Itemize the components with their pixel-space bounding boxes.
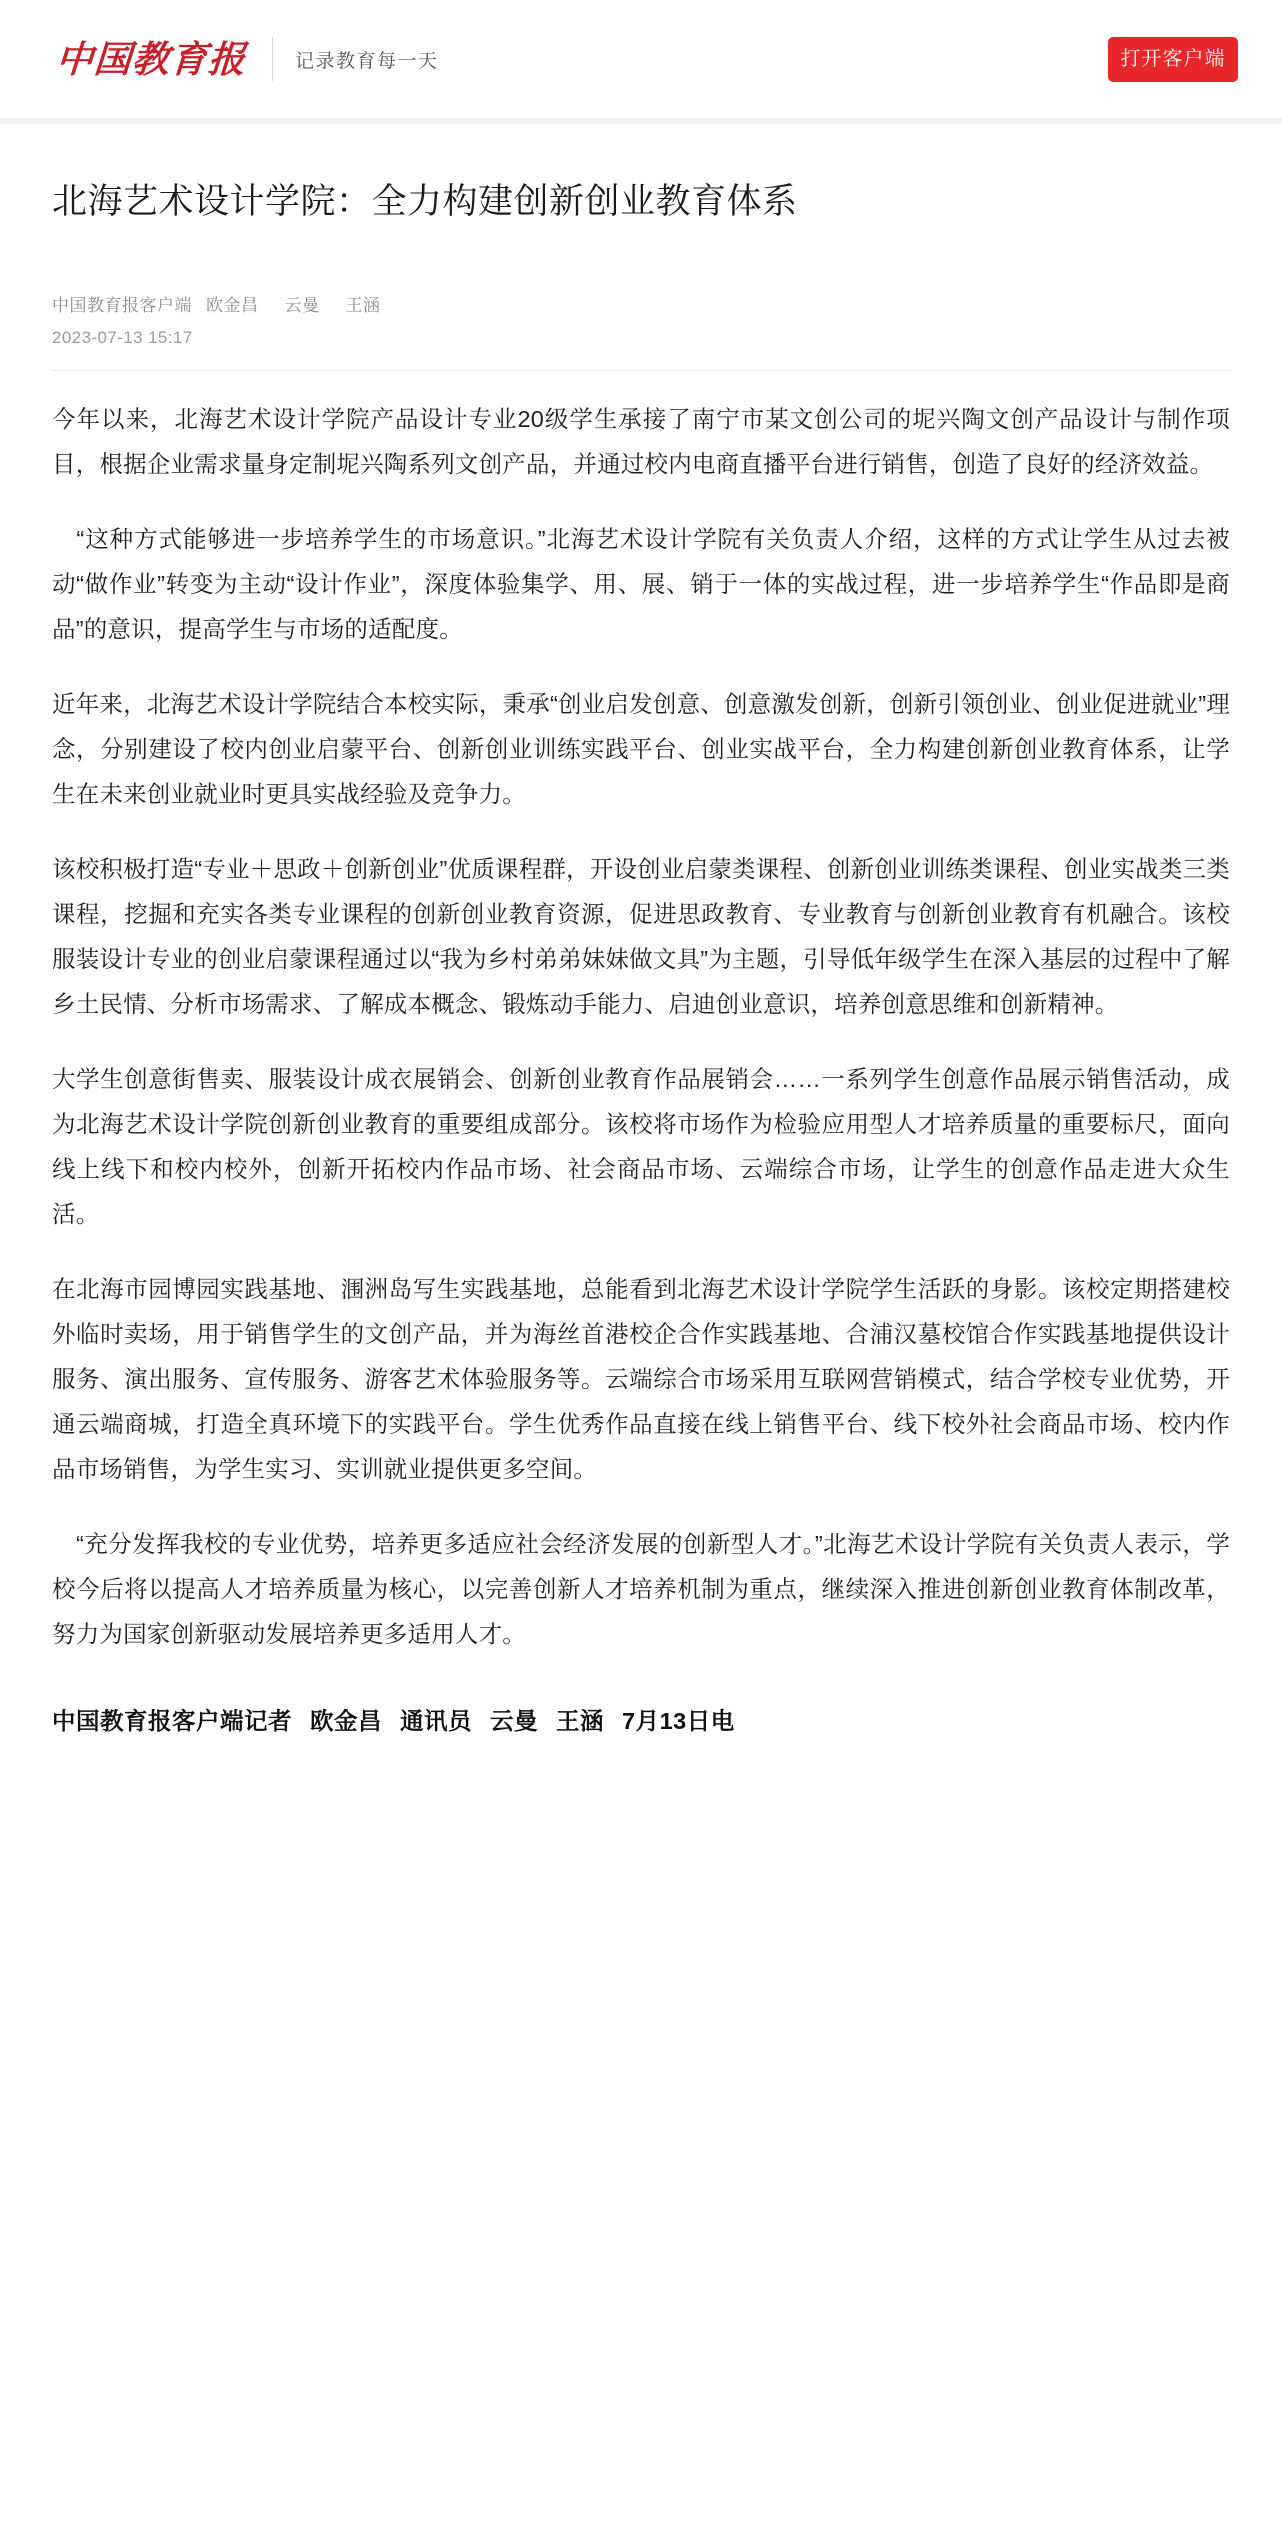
article-paragraph: “充分发挥我校的专业优势，培养更多适应社会经济发展的创新型人才。”北海艺术设计学院有关负责人表示，学校今后将以提高人才培养质量为核心，以完善创新人才培养机制为重点，继续深入推进创新创业教育体制改革，努力为国家创新驱动发展培养更多适用人才。 [52,1530,1230,1647]
signature-correspondent-2: 王涵 [556,1707,604,1734]
brand-divider [272,37,273,81]
article-paragraph: 该校积极打造“专业＋思政＋创新创业”优质课程群，开设创业启蒙类课程、创新创业训练类课程、创业实战类三类课程，挖掘和充实各类专业课程的创新创业教育资源，促进思政教育、专业教育与创新创业教育有机融合。该校服装设计专业的创业启蒙课程通过以“我为乡村弟弟妹妹做文具”为主题，引导低年级学生在深入基层的过程中了解乡土民情、分析市场需求、了解成本概念、锻炼动手能力、启迪创业意识，培养创意思维和创新精神。 [52,855,1230,1017]
article-author-3: 王涵 [345,295,381,315]
article-author-2: 云曼 [284,295,320,315]
newspaper-masthead-logo[interactable]: 中国教育报 [54,36,248,81]
signature-prefix: 中国教育报客户端记者 [52,1707,292,1734]
article-meta [52,291,1230,371]
article-author: 欧金昌 [206,295,259,315]
article-byline [52,291,1230,316]
page-title: 北海艺术设计学院：全力构建创新创业教育体系 [52,182,798,221]
article-paragraph: 今年以来，北海艺术设计学院产品设计专业20级学生承接了南宁市某文创公司的坭兴陶文创产品设计与制作项目，根据企业需求量身定制坭兴陶系列文创产品，并通过校内电商直播平台进行销售，创造了良好的经济效益。 [52,405,1230,477]
brand[interactable] [56,37,439,81]
signature-dateline: 7月13日电 [622,1707,735,1734]
signature-reporter: 欧金昌 [310,1707,382,1734]
open-app-button[interactable]: 打开客户端 [1108,37,1238,82]
article-paragraph: 在北海市园博园实践基地、涠洲岛写生实践基地，总能看到北海艺术设计学院学生活跃的身影。该校定期搭建校外临时卖场，用于销售学生的文创产品，并为海丝首港校企合作实践基地、合浦汉墓校馆合作实践基地提供设计服务、演出服务、宣传服务、游客艺术体验服务等。云端综合市场采用互联网营销模式，结合学校专业优势，开通云端商城，打造全真环境下的实践平台。学生优秀作品直接在线上销售平台、线下校外社会商品市场、校内作品市场销售，为学生实习、实训就业提供更多空间。 [52,1275,1230,1482]
article-body [52,397,1230,1744]
site-header [0,0,1282,118]
article-signature [52,1699,1230,1744]
article-source: 中国教育报客户端 [52,295,192,315]
article-container [0,176,1282,1744]
signature-correspondent-1: 云曼 [490,1707,538,1734]
article-paragraph: “这种方式能够进一步培养学生的市场意识。”北海艺术设计学院有关负责人介绍，这样的方式让学生从过去被动“做作业”转变为主动“设计作业”，深度体验集学、用、展、销于一体的实战过程，进一步培养学生“作品即是商品”的意识，提高学生与市场的适配度。 [52,525,1230,642]
article-timestamp: 2023-07-13 15:17 [52,327,193,347]
signature-correspondent-label: 通讯员 [400,1707,472,1734]
header-divider [0,118,1282,124]
article-paragraph: 近年来，北海艺术设计学院结合本校实际，秉承“创业启发创意、创意激发创新，创新引领创业、创业促进就业”理念，分别建设了校内创业启蒙平台、创新创业训练实践平台、创业实战平台，全力构建创新创业教育体系，让学生在未来创业就业时更具实战经验及竞争力。 [52,690,1230,807]
site-slogan: 记录教育每一天 [295,50,439,72]
article-paragraph: 大学生创意街售卖、服装设计成衣展销会、创新创业教育作品展销会……一系列学生创意作品展示销售活动，成为北海艺术设计学院创新创业教育的重要组成部分。该校将市场作为检验应用型人才培养质量的重要标尺，面向线上线下和校内校外，创新开拓校内作品市场、社会商品市场、云端综合市场，让学生的创意作品走进大众生活。 [52,1065,1230,1227]
